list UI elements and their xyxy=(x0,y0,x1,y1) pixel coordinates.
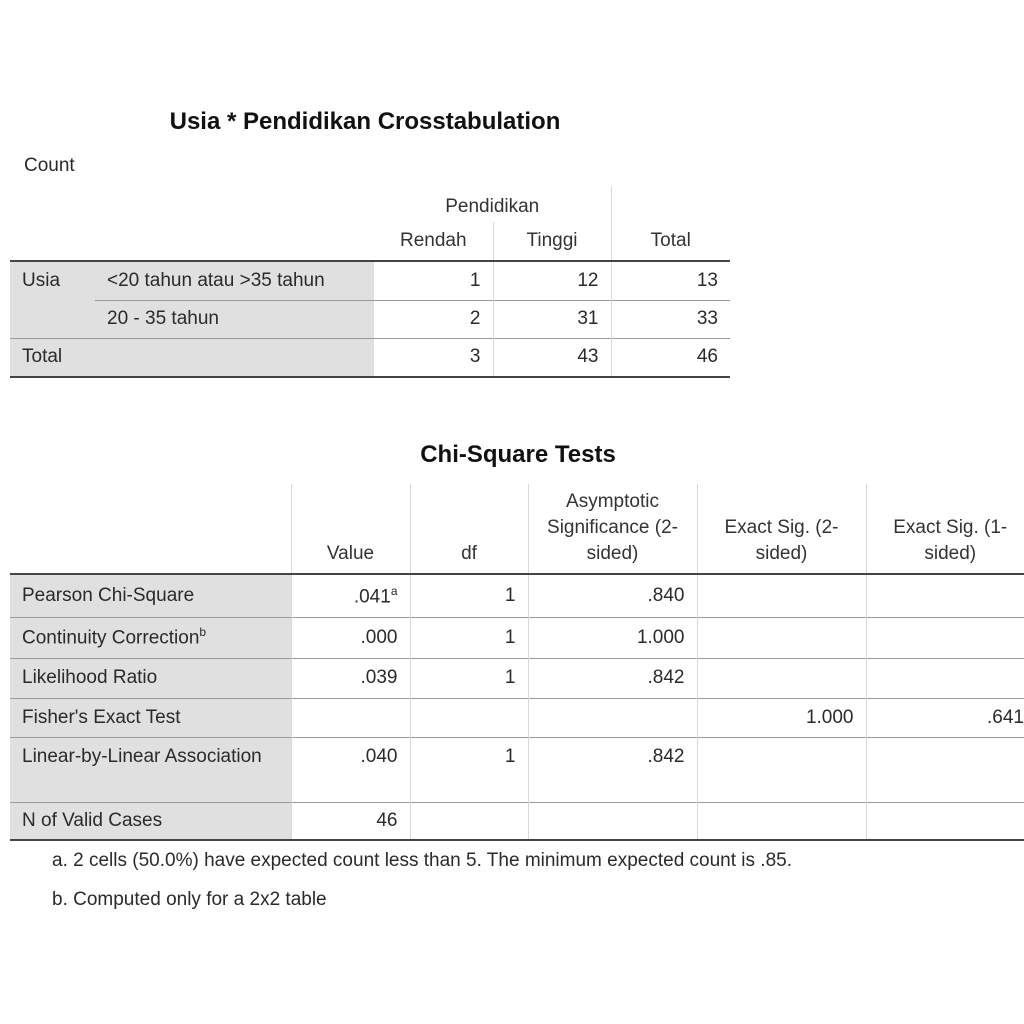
col-header-tinggi: Tinggi xyxy=(493,222,611,261)
exact1-cell-text: .641 xyxy=(987,706,1024,728)
crosstab-title: Usia * Pendidikan Crosstabulation xyxy=(169,108,561,135)
exact2-cell xyxy=(697,802,866,840)
value-cell-text: .039 xyxy=(360,667,398,688)
exact2-cell xyxy=(697,698,866,737)
df-cell xyxy=(410,698,528,737)
value-cell xyxy=(291,574,410,617)
table-row xyxy=(10,261,730,300)
asym-cell-text: .842 xyxy=(647,667,685,688)
exact1-cell xyxy=(866,574,1024,617)
footnote-marker: b xyxy=(199,625,207,640)
cell: 13 xyxy=(611,261,730,300)
row-label-text: Fisher's Exact Test xyxy=(22,706,181,728)
exact2-cell xyxy=(697,574,866,617)
asym-cell xyxy=(528,802,697,840)
table-row xyxy=(10,617,1024,658)
table-row xyxy=(10,802,1024,840)
row-label: 20 - 35 tahun xyxy=(95,300,374,338)
asym-cell xyxy=(528,658,697,698)
chisq-title: Chi-Square Tests xyxy=(420,441,616,468)
row-label-text: Likelihood Ratio xyxy=(22,667,158,688)
df-cell-text: 1 xyxy=(504,584,516,606)
footnote-b: b. Computed only for a 2x2 table xyxy=(52,889,327,910)
row-label xyxy=(10,802,291,840)
row-label xyxy=(10,737,291,802)
table-row-total xyxy=(10,338,730,377)
cell: 43 xyxy=(493,338,611,377)
df-cell xyxy=(410,802,528,840)
exact1-cell xyxy=(866,698,1024,737)
cell: 31 xyxy=(493,300,611,338)
asym-cell-text: 1.000 xyxy=(636,626,685,648)
value-cell xyxy=(291,698,410,737)
footnote-a: a. 2 cells (50.0%) have expected count less than 5. The minimum expected count is .85. xyxy=(52,850,792,871)
asym-cell-text: .840 xyxy=(647,584,685,606)
cell: 46 xyxy=(611,338,730,377)
asym-cell xyxy=(528,737,697,802)
exact2-cell-text: 1.000 xyxy=(805,706,854,728)
asym-cell-text: .842 xyxy=(647,745,685,767)
crosstab-table xyxy=(10,186,730,378)
value-cell xyxy=(291,658,410,698)
df-cell xyxy=(410,737,528,802)
col-header-rendah: Rendah xyxy=(399,230,467,251)
row-label-text: Linear-by-Linear Association xyxy=(22,745,262,767)
value-cell xyxy=(291,617,410,658)
row-var-label: Usia xyxy=(10,261,95,338)
row-label xyxy=(10,698,291,737)
table-row xyxy=(10,698,1024,737)
cell: 3 xyxy=(374,338,493,377)
exact1-cell xyxy=(866,617,1024,658)
exact2-cell xyxy=(697,658,866,698)
col-header-df: df xyxy=(410,484,528,574)
asym-cell xyxy=(528,698,697,737)
asym-cell xyxy=(528,617,697,658)
cell: 12 xyxy=(493,261,611,300)
value-cell-text: .040 xyxy=(360,745,398,767)
exact1-cell xyxy=(866,802,1024,840)
footnote-marker: a xyxy=(390,583,398,598)
row-label xyxy=(10,574,291,617)
col-header-exact1: Exact Sig. (1-sided) xyxy=(866,484,1024,574)
exact2-cell xyxy=(697,617,866,658)
exact1-cell xyxy=(866,737,1024,802)
asym-cell xyxy=(528,574,697,617)
cell: 1 xyxy=(374,261,493,300)
value-cell xyxy=(291,802,410,840)
table-row xyxy=(10,658,1024,698)
row-label: <20 tahun atau >35 tahun xyxy=(95,261,374,300)
table-row xyxy=(10,737,1024,802)
df-cell-text: 1 xyxy=(504,667,516,688)
value-cell-text: 46 xyxy=(376,809,398,831)
col-group-header: Pendidikan xyxy=(445,196,540,217)
row-label xyxy=(10,658,291,698)
cell: 2 xyxy=(374,300,493,338)
col-header-total: Total xyxy=(611,186,730,261)
crosstab-subtitle: Count xyxy=(24,155,75,176)
table-row xyxy=(10,574,1024,617)
value-cell xyxy=(291,737,410,802)
exact2-cell xyxy=(697,737,866,802)
df-cell-text: 1 xyxy=(504,626,516,648)
total-label: Total xyxy=(10,338,374,377)
row-label-text: N of Valid Cases xyxy=(22,809,163,831)
df-cell xyxy=(410,658,528,698)
exact1-cell xyxy=(866,658,1024,698)
df-cell xyxy=(410,617,528,658)
df-cell-text: 1 xyxy=(504,745,516,767)
row-label-text: Pearson Chi-Square xyxy=(22,584,195,606)
value-cell-text: .041 xyxy=(353,585,391,607)
cell: 33 xyxy=(611,300,730,338)
row-label xyxy=(10,617,291,658)
col-header-asym: Asymptotic Significance (2-sided) xyxy=(528,484,697,574)
table-row xyxy=(10,300,730,338)
value-cell-text: .000 xyxy=(360,626,398,648)
row-label-text: Continuity Correction xyxy=(22,627,200,649)
df-cell xyxy=(410,574,528,617)
col-header-value: Value xyxy=(291,484,410,574)
col-header-exact2: Exact Sig. (2-sided) xyxy=(697,484,866,574)
chisq-table xyxy=(10,484,1024,841)
